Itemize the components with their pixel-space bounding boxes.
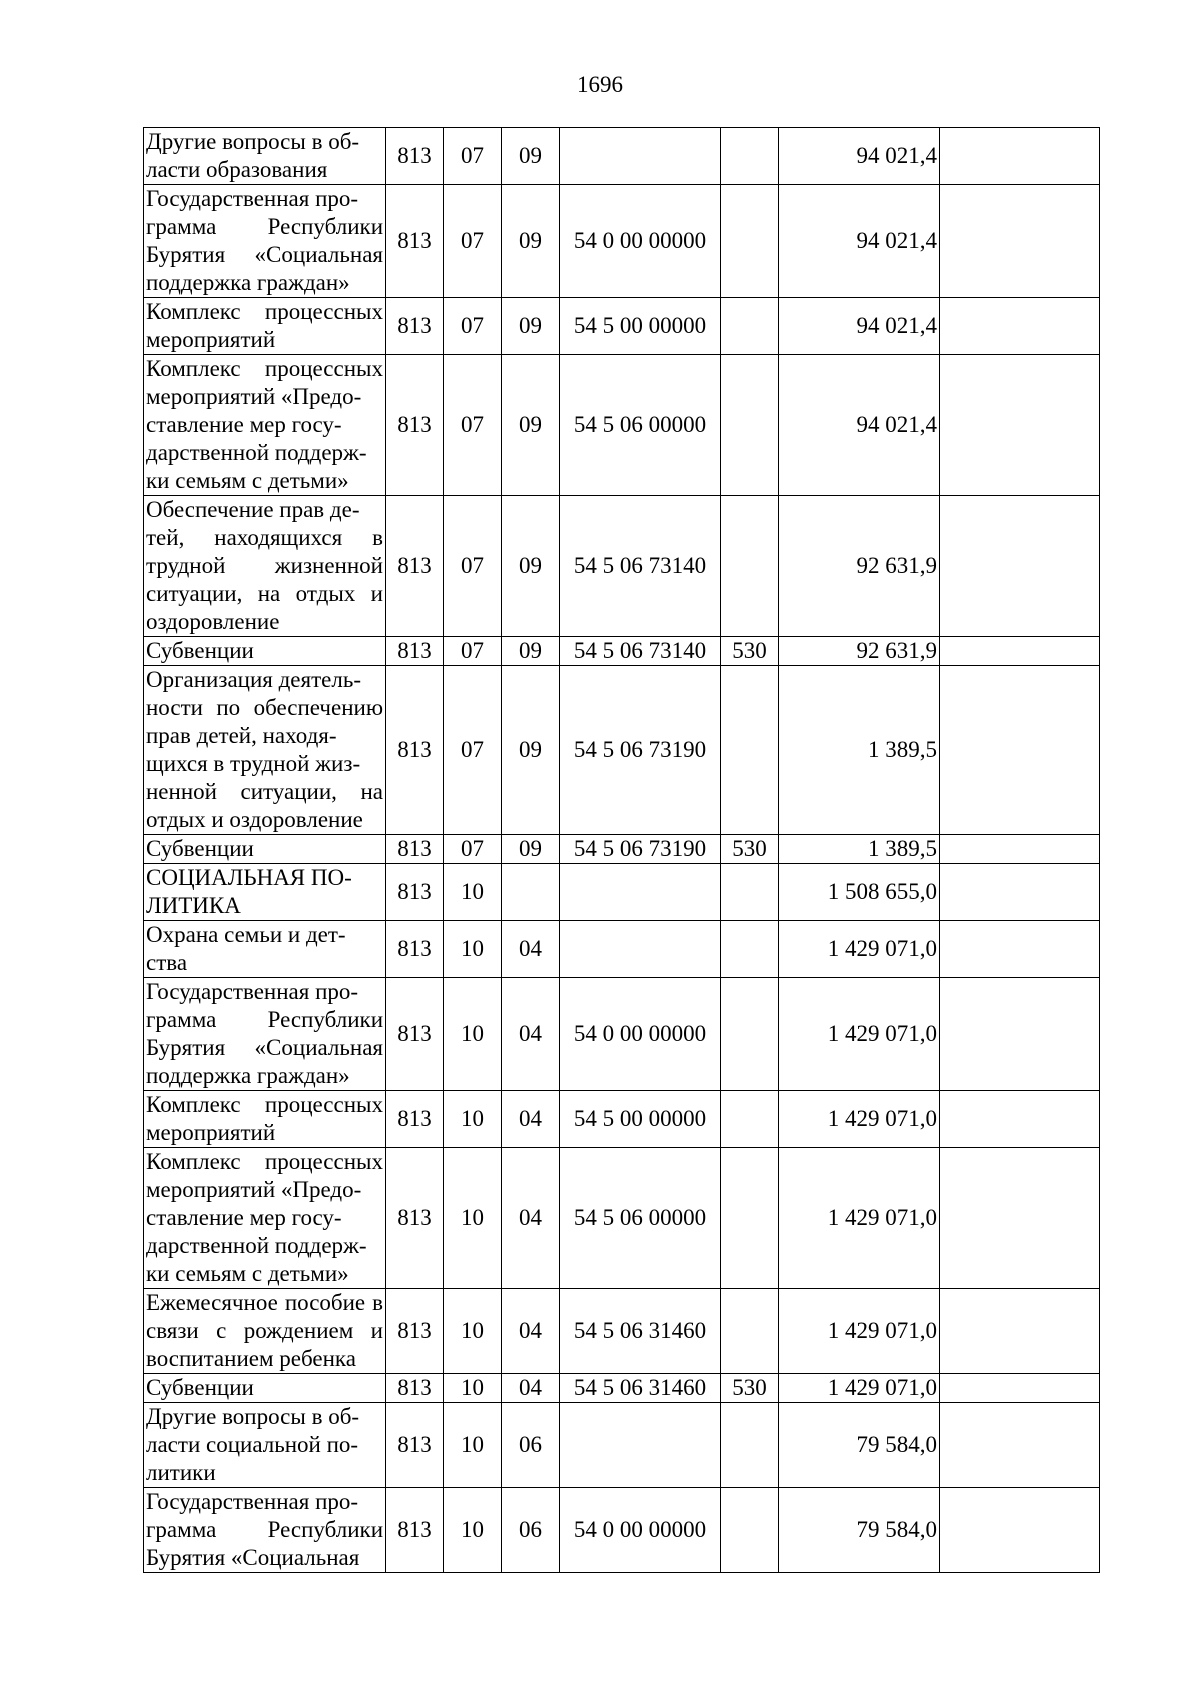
row-target-article-cell: 54 0 00 00000	[560, 185, 721, 298]
row-subsection-cell: 04	[502, 1148, 560, 1289]
row-section-cell: 07	[444, 666, 502, 835]
table-row	[144, 864, 1100, 921]
row-name-cell: Ежемесячное пособие в связи с рождением и воспитанием ребенка	[144, 1289, 386, 1374]
row-expense-type-cell	[721, 1148, 779, 1289]
row-extra-cell	[940, 128, 1100, 185]
row-extra-cell	[940, 637, 1100, 666]
row-name-cell: Обеспечение прав де- тей, находящихся в трудной жизненной ситуации, на отдых и оздоровление	[144, 496, 386, 637]
row-ved-cell: 813	[386, 1148, 444, 1289]
table-row	[144, 666, 1100, 835]
row-amount-cell: 1 429 071,0	[779, 1148, 940, 1289]
table-row	[144, 355, 1100, 496]
table-row	[144, 835, 1100, 864]
row-ved-cell: 813	[386, 298, 444, 355]
row-name-cell: Охрана семьи и дет- ства	[144, 921, 386, 978]
row-amount-cell: 1 429 071,0	[779, 921, 940, 978]
row-name-cell: Другие вопросы в об- ласти образования	[144, 128, 386, 185]
row-expense-type-cell	[721, 921, 779, 978]
row-amount-cell: 94 021,4	[779, 128, 940, 185]
row-subsection-cell: 09	[502, 496, 560, 637]
row-target-article-cell: 54 5 06 73190	[560, 835, 721, 864]
table-row	[144, 1488, 1100, 1573]
row-ved-cell: 813	[386, 128, 444, 185]
row-section-cell: 07	[444, 185, 502, 298]
row-amount-cell: 1 429 071,0	[779, 1374, 940, 1403]
row-ved-cell: 813	[386, 835, 444, 864]
row-ved-cell: 813	[386, 496, 444, 637]
row-expense-type-cell	[721, 355, 779, 496]
row-expense-type-cell	[721, 1289, 779, 1374]
row-expense-type-cell: 530	[721, 1374, 779, 1403]
row-subsection-cell: 04	[502, 1289, 560, 1374]
row-expense-type-cell	[721, 1091, 779, 1148]
row-target-article-cell: 54 5 06 00000	[560, 1148, 721, 1289]
table-row	[144, 298, 1100, 355]
table-row	[144, 1289, 1100, 1374]
row-target-article-cell: 54 5 06 00000	[560, 355, 721, 496]
row-amount-cell: 1 429 071,0	[779, 978, 940, 1091]
row-subsection-cell: 09	[502, 128, 560, 185]
row-section-cell: 07	[444, 128, 502, 185]
row-subsection-cell	[502, 864, 560, 921]
row-expense-type-cell: 530	[721, 835, 779, 864]
row-target-article-cell: 54 5 00 00000	[560, 1091, 721, 1148]
row-target-article-cell: 54 5 06 31460	[560, 1289, 721, 1374]
row-name-cell: Комплекс процессных мероприятий «Предо- ставление мер госу- дарственной поддерж- ки семьям с детьми»	[144, 355, 386, 496]
table-row	[144, 496, 1100, 637]
row-name-cell: Субвенции	[144, 835, 386, 864]
row-target-article-cell	[560, 128, 721, 185]
row-ved-cell: 813	[386, 1091, 444, 1148]
row-amount-cell: 79 584,0	[779, 1403, 940, 1488]
row-section-cell: 10	[444, 1403, 502, 1488]
row-subsection-cell: 06	[502, 1488, 560, 1573]
row-ved-cell: 813	[386, 978, 444, 1091]
row-extra-cell	[940, 496, 1100, 637]
row-extra-cell	[940, 835, 1100, 864]
row-expense-type-cell	[721, 298, 779, 355]
row-section-cell: 10	[444, 978, 502, 1091]
row-extra-cell	[940, 921, 1100, 978]
row-expense-type-cell	[721, 864, 779, 921]
table-row	[144, 1091, 1100, 1148]
row-target-article-cell: 54 5 06 73190	[560, 666, 721, 835]
row-ved-cell: 813	[386, 1289, 444, 1374]
row-target-article-cell: 54 5 06 31460	[560, 1374, 721, 1403]
row-name-cell: Государственная про- грамма Республики Бурятия «Социальная поддержка граждан»	[144, 978, 386, 1091]
row-amount-cell: 92 631,9	[779, 496, 940, 637]
row-ved-cell: 813	[386, 864, 444, 921]
row-name-cell: Государственная про- грамма Республики Бурятия «Социальная	[144, 1488, 386, 1573]
row-name-cell: Другие вопросы в об- ласти социальной по- литики	[144, 1403, 386, 1488]
table-body	[144, 128, 1100, 1573]
row-extra-cell	[940, 355, 1100, 496]
row-ved-cell: 813	[386, 637, 444, 666]
table-row	[144, 921, 1100, 978]
row-amount-cell: 79 584,0	[779, 1488, 940, 1573]
table-row	[144, 1374, 1100, 1403]
row-section-cell: 10	[444, 1091, 502, 1148]
row-expense-type-cell	[721, 128, 779, 185]
row-amount-cell: 1 389,5	[779, 666, 940, 835]
row-extra-cell	[940, 1403, 1100, 1488]
row-target-article-cell: 54 5 06 73140	[560, 637, 721, 666]
row-section-cell: 10	[444, 1374, 502, 1403]
table-row	[144, 1403, 1100, 1488]
row-target-article-cell: 54 0 00 00000	[560, 978, 721, 1091]
row-name-cell: Субвенции	[144, 1374, 386, 1403]
row-ved-cell: 813	[386, 355, 444, 496]
row-ved-cell: 813	[386, 666, 444, 835]
table-row	[144, 128, 1100, 185]
row-extra-cell	[940, 1289, 1100, 1374]
row-section-cell: 07	[444, 355, 502, 496]
row-section-cell: 07	[444, 496, 502, 637]
row-amount-cell: 1 508 655,0	[779, 864, 940, 921]
row-amount-cell: 1 389,5	[779, 835, 940, 864]
row-extra-cell	[940, 298, 1100, 355]
row-section-cell: 10	[444, 1148, 502, 1289]
row-subsection-cell: 09	[502, 185, 560, 298]
row-name-cell: СОЦИАЛЬНАЯ ПО- ЛИТИКА	[144, 864, 386, 921]
row-section-cell: 07	[444, 835, 502, 864]
row-amount-cell: 94 021,4	[779, 298, 940, 355]
row-ved-cell: 813	[386, 1488, 444, 1573]
row-extra-cell	[940, 1488, 1100, 1573]
row-subsection-cell: 09	[502, 666, 560, 835]
row-section-cell: 10	[444, 1289, 502, 1374]
row-ved-cell: 813	[386, 1403, 444, 1488]
row-extra-cell	[940, 1148, 1100, 1289]
row-expense-type-cell	[721, 1488, 779, 1573]
row-section-cell: 10	[444, 864, 502, 921]
row-extra-cell	[940, 185, 1100, 298]
row-amount-cell: 94 021,4	[779, 185, 940, 298]
row-subsection-cell: 09	[502, 355, 560, 496]
row-target-article-cell: 54 5 06 73140	[560, 496, 721, 637]
row-extra-cell	[940, 864, 1100, 921]
row-name-cell: Организация деятель- ности по обеспечению прав детей, находя- щихся в трудной жиз- ненной ситуации, на отдых и оздоровление	[144, 666, 386, 835]
row-ved-cell: 813	[386, 185, 444, 298]
row-expense-type-cell	[721, 185, 779, 298]
row-expense-type-cell	[721, 496, 779, 637]
row-target-article-cell	[560, 864, 721, 921]
row-ved-cell: 813	[386, 921, 444, 978]
row-subsection-cell: 04	[502, 921, 560, 978]
row-name-cell: Субвенции	[144, 637, 386, 666]
row-subsection-cell: 06	[502, 1403, 560, 1488]
row-target-article-cell: 54 5 00 00000	[560, 298, 721, 355]
row-amount-cell: 1 429 071,0	[779, 1289, 940, 1374]
table-row	[144, 637, 1100, 666]
row-name-cell: Комплекс процессных мероприятий	[144, 298, 386, 355]
table-row	[144, 978, 1100, 1091]
budget-table	[143, 127, 1100, 1573]
row-amount-cell: 1 429 071,0	[779, 1091, 940, 1148]
row-subsection-cell: 04	[502, 1374, 560, 1403]
row-subsection-cell: 04	[502, 978, 560, 1091]
row-name-cell: Комплекс процессных мероприятий «Предо- ставление мер госу- дарственной поддерж- ки семьям с детьми»	[144, 1148, 386, 1289]
row-extra-cell	[940, 666, 1100, 835]
row-subsection-cell: 04	[502, 1091, 560, 1148]
row-target-article-cell	[560, 1403, 721, 1488]
row-section-cell: 07	[444, 637, 502, 666]
row-ved-cell: 813	[386, 1374, 444, 1403]
row-section-cell: 07	[444, 298, 502, 355]
row-expense-type-cell	[721, 978, 779, 1091]
row-extra-cell	[940, 1374, 1100, 1403]
row-expense-type-cell	[721, 666, 779, 835]
row-target-article-cell: 54 0 00 00000	[560, 1488, 721, 1573]
page-number: 1696	[577, 72, 623, 97]
table-row	[144, 1148, 1100, 1289]
row-section-cell: 10	[444, 1488, 502, 1573]
row-extra-cell	[940, 978, 1100, 1091]
row-section-cell: 10	[444, 921, 502, 978]
row-subsection-cell: 09	[502, 298, 560, 355]
row-subsection-cell: 09	[502, 637, 560, 666]
row-extra-cell	[940, 1091, 1100, 1148]
row-subsection-cell: 09	[502, 835, 560, 864]
row-expense-type-cell	[721, 1403, 779, 1488]
row-name-cell: Комплекс процессных мероприятий	[144, 1091, 386, 1148]
table-row	[144, 185, 1100, 298]
row-name-cell: Государственная про- грамма Республики Бурятия «Социальная поддержка граждан»	[144, 185, 386, 298]
row-amount-cell: 94 021,4	[779, 355, 940, 496]
row-amount-cell: 92 631,9	[779, 637, 940, 666]
row-target-article-cell	[560, 921, 721, 978]
row-expense-type-cell: 530	[721, 637, 779, 666]
